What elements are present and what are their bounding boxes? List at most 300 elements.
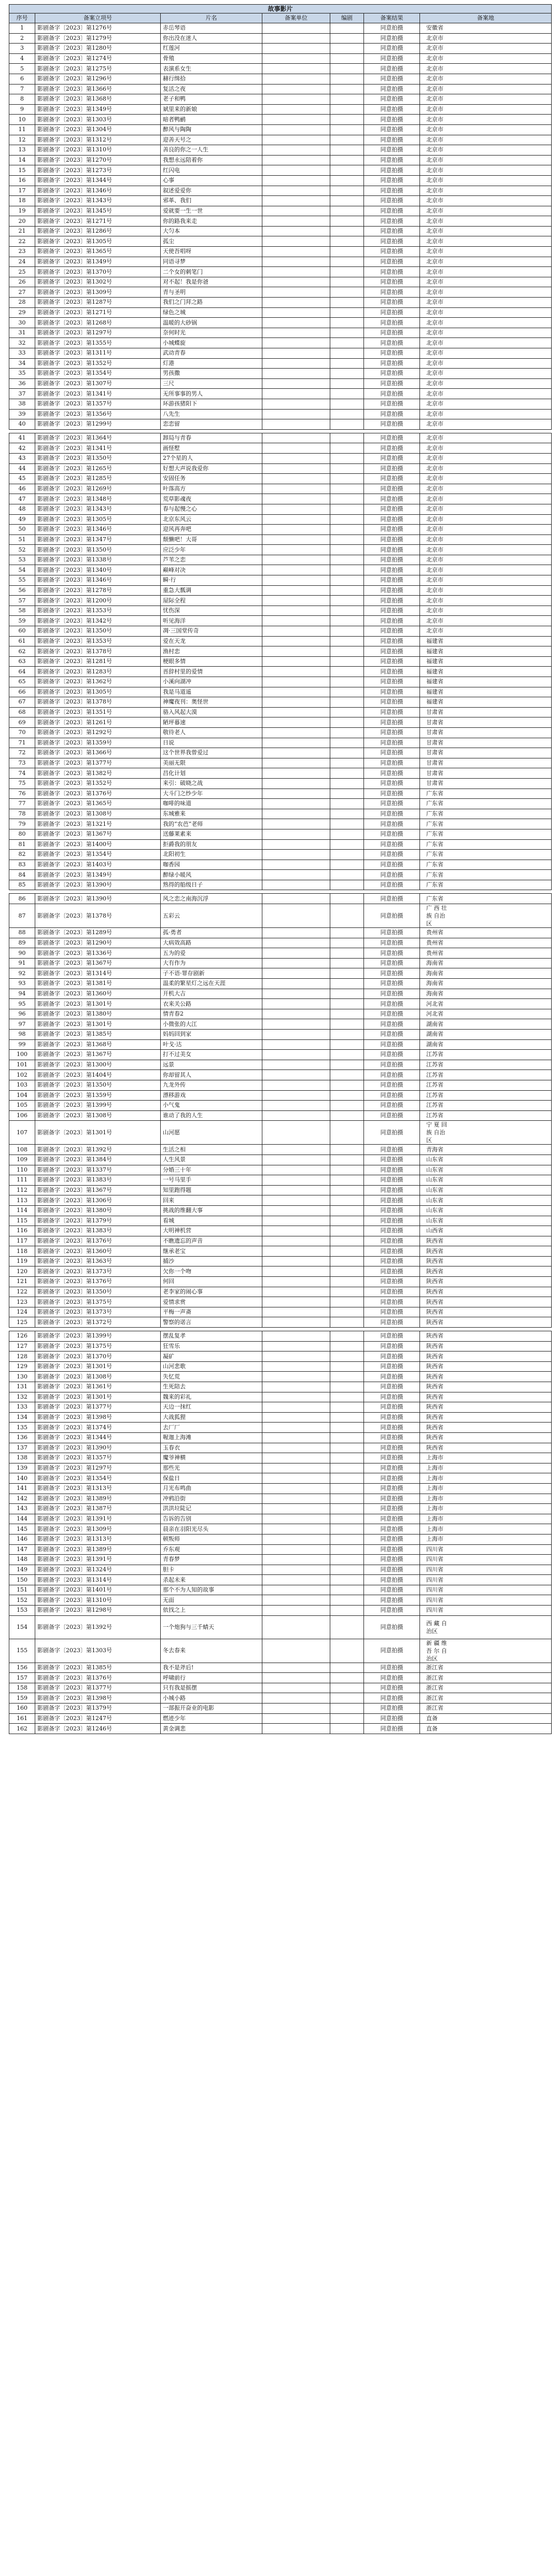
row-seq: 88 (9, 928, 35, 938)
row-seq: 59 (9, 616, 35, 626)
row-film-title: 凝矿 (161, 1352, 262, 1362)
page-break-row (9, 890, 552, 894)
table-row (9, 575, 552, 586)
row-film-title: 温暖的大砂锅 (161, 318, 262, 328)
row-filing-unit (262, 1673, 330, 1683)
row-filing-number: 影剧备字〔2023〕第1314号 (35, 968, 161, 979)
row-filing-unit (262, 1175, 330, 1186)
row-filing-number: 影剧备字〔2023〕第1321号 (35, 819, 161, 829)
row-filing-number: 影剧备字〔2023〕第1265号 (35, 463, 161, 474)
row-seq: 90 (9, 948, 35, 959)
row-filing-unit (262, 525, 330, 535)
row-screenwriter (330, 1050, 364, 1060)
row-seq: 146 (9, 1534, 35, 1544)
row-seq: 125 (9, 1317, 35, 1328)
row-seq: 57 (9, 596, 35, 606)
row-filing-result: 同意拍摄 (364, 206, 420, 216)
row-filing-result: 同意拍摄 (364, 358, 420, 369)
row-filing-result: 同意拍摄 (364, 84, 420, 94)
row-film-title: 神魔夜刊：奥怪世 (161, 697, 262, 708)
row-filing-unit (262, 880, 330, 890)
row-film-title: 芦苇之恋 (161, 555, 262, 565)
row-filing-number: 影剧备字〔2023〕第1275号 (35, 64, 161, 74)
row-filing-unit (262, 687, 330, 697)
row-filing-place: 陕西省 (420, 1297, 552, 1307)
row-film-title: 昌化计划 (161, 768, 262, 779)
row-filing-place: 北京市 (420, 348, 552, 359)
table-row (9, 656, 552, 667)
row-filing-number: 影剧备字〔2023〕第1391号 (35, 1555, 161, 1565)
row-filing-number: 影剧备字〔2023〕第1301号 (35, 1121, 161, 1145)
row-filing-result: 同意拍摄 (364, 999, 420, 1009)
row-filing-result: 同意拍摄 (364, 1175, 420, 1186)
row-filing-number: 影剧备字〔2023〕第1367号 (35, 829, 161, 839)
table-row (9, 1331, 552, 1342)
row-filing-result: 同意拍摄 (364, 369, 420, 379)
row-screenwriter (330, 1070, 364, 1080)
row-filing-unit (262, 1297, 330, 1307)
row-screenwriter (330, 778, 364, 789)
header-filing-number: 备案立项号 (35, 13, 161, 23)
row-seq: 36 (9, 378, 35, 389)
row-filing-result: 同意拍摄 (364, 338, 420, 348)
row-filing-result: 同意拍摄 (364, 514, 420, 525)
row-screenwriter (330, 606, 364, 616)
row-filing-place: 甘肃省 (420, 758, 552, 768)
row-film-title: 善良的你之一人生 (161, 145, 262, 156)
row-filing-unit (262, 1287, 330, 1297)
row-film-title: 心事 (161, 175, 262, 186)
row-screenwriter (330, 1039, 364, 1050)
row-screenwriter (330, 33, 364, 44)
table-row (9, 1704, 552, 1714)
row-filing-number: 影剧备字〔2023〕第1286号 (35, 226, 161, 236)
row-filing-result: 同意拍摄 (364, 697, 420, 708)
row-filing-unit (262, 1246, 330, 1257)
row-seq: 21 (9, 226, 35, 236)
row-film-title: 去厂厂 (161, 1423, 262, 1433)
row-film-title: 红莲河 (161, 44, 262, 54)
table-body (9, 23, 552, 1734)
row-filing-unit (262, 504, 330, 514)
row-screenwriter (330, 1287, 364, 1297)
row-screenwriter (330, 958, 364, 968)
row-filing-unit (262, 33, 330, 44)
row-film-title: 小城蝶旋 (161, 338, 262, 348)
row-screenwriter (330, 1585, 364, 1595)
table-row (9, 514, 552, 525)
row-filing-unit (262, 53, 330, 64)
row-filing-result: 同意拍摄 (364, 64, 420, 74)
row-filing-number: 影剧备字〔2023〕第1352号 (35, 358, 161, 369)
row-seq: 26 (9, 277, 35, 287)
row-filing-unit (262, 206, 330, 216)
row-seq: 39 (9, 409, 35, 419)
row-seq: 148 (9, 1555, 35, 1565)
row-screenwriter (330, 989, 364, 999)
table-row (9, 1341, 552, 1352)
row-seq: 156 (9, 1663, 35, 1673)
row-film-title: 荒草影魂夜 (161, 494, 262, 504)
table-row (9, 904, 552, 928)
row-filing-place: 北京市 (420, 115, 552, 125)
row-filing-place: 贵州省 (420, 938, 552, 948)
row-seq: 55 (9, 575, 35, 586)
row-film-title: 大匀本 (161, 226, 262, 236)
row-seq: 140 (9, 1473, 35, 1484)
row-film-title: 巅峰对决 (161, 565, 262, 575)
row-filing-number: 影剧备字〔2023〕第1308号 (35, 1110, 161, 1121)
row-filing-number: 影剧备字〔2023〕第1377号 (35, 1402, 161, 1413)
row-screenwriter (330, 880, 364, 890)
row-filing-result: 同意拍摄 (364, 1050, 420, 1060)
row-film-title: 大斗门之纱少年 (161, 789, 262, 799)
row-film-title: 表演系女生 (161, 64, 262, 74)
row-film-title: 拒爵我的朋友 (161, 839, 262, 850)
table-row (9, 545, 552, 555)
row-film-title: 一部振开奋业的电影 (161, 1704, 262, 1714)
row-filing-result: 同意拍摄 (364, 585, 420, 596)
table-row (9, 870, 552, 880)
row-filing-unit (262, 1639, 330, 1663)
row-filing-place: 青海省 (420, 1145, 552, 1155)
row-filing-unit (262, 1544, 330, 1555)
row-filing-place: 广东省 (420, 829, 552, 839)
row-film-title: 不瞧遗忘的声音 (161, 1236, 262, 1246)
row-film-title: 胆卡 (161, 1565, 262, 1575)
row-filing-result: 同意拍摄 (364, 1494, 420, 1504)
row-filing-place: 北京市 (420, 369, 552, 379)
table-row (9, 1287, 552, 1297)
row-filing-number: 影剧备字〔2023〕第1353号 (35, 636, 161, 646)
row-film-title: 爱在天龙 (161, 636, 262, 646)
row-screenwriter (330, 443, 364, 454)
row-filing-unit (262, 677, 330, 687)
table-row (9, 968, 552, 979)
row-seq: 158 (9, 1683, 35, 1693)
row-screenwriter (330, 1030, 364, 1040)
row-film-title: 敬待老人 (161, 727, 262, 738)
row-screenwriter (330, 124, 364, 135)
row-filing-unit (262, 1575, 330, 1585)
row-film-title: 来引：破晓之战 (161, 778, 262, 789)
table-row (9, 44, 552, 54)
row-screenwriter (330, 358, 364, 369)
row-filing-unit (262, 809, 330, 819)
row-filing-place: 山东省 (420, 1155, 552, 1165)
table-row (9, 358, 552, 369)
row-filing-number: 影剧备字〔2023〕第1346号 (35, 186, 161, 196)
row-film-title: 赤岳琴语 (161, 23, 262, 34)
filing-table (9, 4, 552, 1734)
row-screenwriter (330, 809, 364, 819)
row-screenwriter (330, 616, 364, 626)
row-seq: 17 (9, 186, 35, 196)
row-seq: 99 (9, 1039, 35, 1050)
row-seq: 65 (9, 677, 35, 687)
table-row (9, 1101, 552, 1111)
row-filing-unit (262, 1110, 330, 1121)
row-filing-number: 影剧备字〔2023〕第1391号 (35, 1514, 161, 1524)
row-seq: 30 (9, 318, 35, 328)
row-screenwriter (330, 656, 364, 667)
row-film-title: 应泛少年 (161, 545, 262, 555)
row-filing-number: 影剧备字〔2023〕第1401号 (35, 1585, 161, 1595)
row-filing-unit (262, 1412, 330, 1423)
row-filing-number: 影剧备字〔2023〕第1353号 (35, 606, 161, 616)
row-filing-unit (262, 358, 330, 369)
row-filing-unit (262, 1693, 330, 1704)
row-seq: 138 (9, 1453, 35, 1463)
row-filing-number: 影剧备字〔2023〕第1399号 (35, 1331, 161, 1342)
row-filing-unit (262, 1352, 330, 1362)
row-filing-result: 同意拍摄 (364, 1165, 420, 1175)
row-filing-unit (262, 565, 330, 575)
table-row (9, 433, 552, 443)
table-row (9, 565, 552, 575)
row-filing-place: 北京市 (420, 514, 552, 525)
row-filing-place: 陕西省 (420, 1277, 552, 1287)
row-filing-result: 同意拍摄 (364, 124, 420, 135)
row-seq: 3 (9, 44, 35, 54)
row-seq: 12 (9, 135, 35, 145)
row-filing-result: 同意拍摄 (364, 216, 420, 227)
row-screenwriter (330, 348, 364, 359)
row-filing-place: 北京市 (420, 525, 552, 535)
row-filing-unit (262, 1524, 330, 1535)
row-filing-place: 北京市 (420, 575, 552, 586)
row-filing-number: 影剧备字〔2023〕第1350号 (35, 1080, 161, 1090)
row-film-title: 咖啡的味道 (161, 799, 262, 809)
row-filing-place: 福建省 (420, 687, 552, 697)
row-filing-unit (262, 236, 330, 247)
row-filing-result: 同意拍摄 (364, 850, 420, 860)
row-filing-place: 陕西省 (420, 1307, 552, 1317)
row-seq: 20 (9, 216, 35, 227)
table-row (9, 768, 552, 779)
row-filing-result: 同意拍摄 (364, 748, 420, 758)
row-filing-place: 江苏省 (420, 1050, 552, 1060)
row-film-title: 人生风景 (161, 1155, 262, 1165)
row-filing-number: 影剧备字〔2023〕第1292号 (35, 727, 161, 738)
row-seq: 106 (9, 1110, 35, 1121)
row-filing-place: 上海市 (420, 1453, 552, 1463)
row-filing-place: 湖南省 (420, 1030, 552, 1040)
row-filing-place: 北京市 (420, 484, 552, 494)
row-film-title: 顿叛师 (161, 1534, 262, 1544)
row-filing-number: 影剧备字〔2023〕第1403号 (35, 860, 161, 870)
row-filing-place: 陕西省 (420, 1352, 552, 1362)
row-filing-result: 同意拍摄 (364, 1246, 420, 1257)
table-row (9, 1205, 552, 1216)
header-film-title: 片名 (161, 13, 262, 23)
row-filing-place: 山东省 (420, 1185, 552, 1195)
row-filing-number: 影剧备字〔2023〕第1313号 (35, 1483, 161, 1494)
row-filing-unit (262, 298, 330, 308)
row-film-title: 孤尘 (161, 236, 262, 247)
row-filing-place: 上海市 (420, 1524, 552, 1535)
row-screenwriter (330, 789, 364, 799)
row-filing-unit (262, 1009, 330, 1019)
row-filing-number: 影剧备字〔2023〕第1365号 (35, 799, 161, 809)
table-row (9, 84, 552, 94)
table-row (9, 850, 552, 860)
table-row (9, 1090, 552, 1101)
row-filing-unit (262, 1266, 330, 1277)
row-filing-unit (262, 1606, 330, 1616)
table-row (9, 307, 552, 318)
row-filing-unit (262, 1443, 330, 1453)
table-row (9, 257, 552, 267)
row-filing-number: 影剧备字〔2023〕第1309号 (35, 1524, 161, 1535)
row-filing-result: 同意拍摄 (364, 575, 420, 586)
row-filing-result: 同意拍摄 (364, 267, 420, 277)
row-filing-number: 影剧备字〔2023〕第1308号 (35, 809, 161, 819)
row-screenwriter (330, 298, 364, 308)
row-filing-place: 浙江省 (420, 1693, 552, 1704)
row-film-title: 平梅一声斋 (161, 1307, 262, 1317)
row-filing-place: 北京市 (420, 145, 552, 156)
row-screenwriter (330, 1352, 364, 1362)
table-row (9, 1544, 552, 1555)
row-filing-result: 同意拍摄 (364, 1412, 420, 1423)
row-filing-number: 影剧备字〔2023〕第1381号 (35, 979, 161, 989)
table-row (9, 1713, 552, 1724)
row-film-title: 男孩撒 (161, 369, 262, 379)
table-row (9, 1473, 552, 1484)
row-filing-result: 同意拍摄 (364, 1524, 420, 1535)
row-filing-result: 同意拍摄 (364, 1205, 420, 1216)
row-seq: 18 (9, 196, 35, 206)
row-filing-unit (262, 175, 330, 186)
row-filing-result: 同意拍摄 (364, 389, 420, 399)
row-filing-number: 影剧备字〔2023〕第1350号 (35, 1287, 161, 1297)
row-filing-number: 影剧备字〔2023〕第1273号 (35, 165, 161, 176)
row-filing-result: 同意拍摄 (364, 1019, 420, 1030)
row-seq: 149 (9, 1565, 35, 1575)
row-filing-place: 江苏省 (420, 1060, 552, 1070)
row-filing-place: 福建省 (420, 667, 552, 677)
row-screenwriter (330, 1443, 364, 1453)
table-row (9, 829, 552, 839)
row-film-title: 骆入风起大漠 (161, 707, 262, 717)
row-seq: 35 (9, 369, 35, 379)
row-filing-number: 影剧备字〔2023〕第1360号 (35, 1246, 161, 1257)
row-film-title: 告诉的告别 (161, 1514, 262, 1524)
row-filing-unit (262, 165, 330, 176)
table-header-row (9, 13, 552, 23)
row-filing-result: 同意拍摄 (364, 1185, 420, 1195)
row-filing-result: 同意拍摄 (364, 1297, 420, 1307)
row-filing-unit (262, 697, 330, 708)
row-filing-unit (262, 928, 330, 938)
row-filing-number: 影剧备字〔2023〕第1383号 (35, 1175, 161, 1186)
table-row (9, 1080, 552, 1090)
row-seq: 6 (9, 74, 35, 84)
row-screenwriter (330, 1704, 364, 1714)
table-row (9, 948, 552, 959)
row-seq: 31 (9, 328, 35, 338)
row-screenwriter (330, 247, 364, 257)
row-filing-number: 影剧备字〔2023〕第1341号 (35, 443, 161, 454)
row-filing-number: 影剧备字〔2023〕第1378号 (35, 646, 161, 657)
table-row (9, 1432, 552, 1443)
row-seq: 115 (9, 1216, 35, 1226)
row-filing-result: 同意拍摄 (364, 1101, 420, 1111)
row-filing-number: 影剧备字〔2023〕第1343号 (35, 196, 161, 206)
row-filing-result: 同意拍摄 (364, 453, 420, 463)
row-film-title: 无所事事的男人 (161, 389, 262, 399)
row-screenwriter (330, 378, 364, 389)
row-filing-unit (262, 186, 330, 196)
row-film-title: 五彩云 (161, 904, 262, 928)
row-filing-result: 同意拍摄 (364, 870, 420, 880)
row-filing-unit (262, 196, 330, 206)
row-seq: 48 (9, 504, 35, 514)
row-filing-number: 影剧备字〔2023〕第1367号 (35, 1185, 161, 1195)
row-filing-number: 影剧备字〔2023〕第1349号 (35, 104, 161, 115)
row-filing-unit (262, 389, 330, 399)
row-film-title: 你的路我来走 (161, 216, 262, 227)
row-film-title: 三尺 (161, 378, 262, 389)
row-filing-place: 北京市 (420, 135, 552, 145)
row-film-title: 依找之上 (161, 1606, 262, 1616)
row-filing-result: 同意拍摄 (364, 565, 420, 575)
row-filing-unit (262, 860, 330, 870)
row-film-title: 叶落高方 (161, 484, 262, 494)
row-filing-number: 影剧备字〔2023〕第1392号 (35, 1615, 161, 1639)
row-filing-unit (262, 1039, 330, 1050)
row-seq: 94 (9, 989, 35, 999)
row-filing-place: 福建省 (420, 656, 552, 667)
row-film-title: 大战狐狸 (161, 1412, 262, 1423)
row-film-title: 瞬·行 (161, 575, 262, 586)
table-row (9, 646, 552, 657)
row-filing-result: 同意拍摄 (364, 1463, 420, 1473)
table-row (9, 758, 552, 768)
table-row (9, 819, 552, 829)
row-filing-unit (262, 768, 330, 779)
row-filing-result: 同意拍摄 (364, 1514, 420, 1524)
row-filing-result: 同意拍摄 (364, 44, 420, 54)
row-filing-unit (262, 839, 330, 850)
row-filing-result: 同意拍摄 (364, 1673, 420, 1683)
row-filing-result: 同意拍摄 (364, 1331, 420, 1342)
row-filing-result: 同意拍摄 (364, 145, 420, 156)
row-seq: 45 (9, 474, 35, 484)
table-row (9, 697, 552, 708)
row-film-title: 何回 (161, 1277, 262, 1287)
row-screenwriter (330, 84, 364, 94)
row-seq: 98 (9, 1030, 35, 1040)
table-row (9, 206, 552, 216)
row-filing-unit (262, 1555, 330, 1565)
row-film-title: 月光布鸣曲 (161, 1483, 262, 1494)
row-filing-result: 同意拍摄 (364, 1195, 420, 1206)
row-screenwriter (330, 399, 364, 409)
row-seq: 13 (9, 145, 35, 156)
row-screenwriter (330, 64, 364, 74)
row-film-title: 爱就要一生一世 (161, 206, 262, 216)
row-filing-unit (262, 1317, 330, 1328)
table-row (9, 1483, 552, 1494)
row-screenwriter (330, 484, 364, 494)
row-filing-place: 北京市 (420, 399, 552, 409)
row-filing-place: 福建省 (420, 677, 552, 687)
row-screenwriter (330, 175, 364, 186)
row-filing-result: 同意拍摄 (364, 1483, 420, 1494)
table-row (9, 216, 552, 227)
